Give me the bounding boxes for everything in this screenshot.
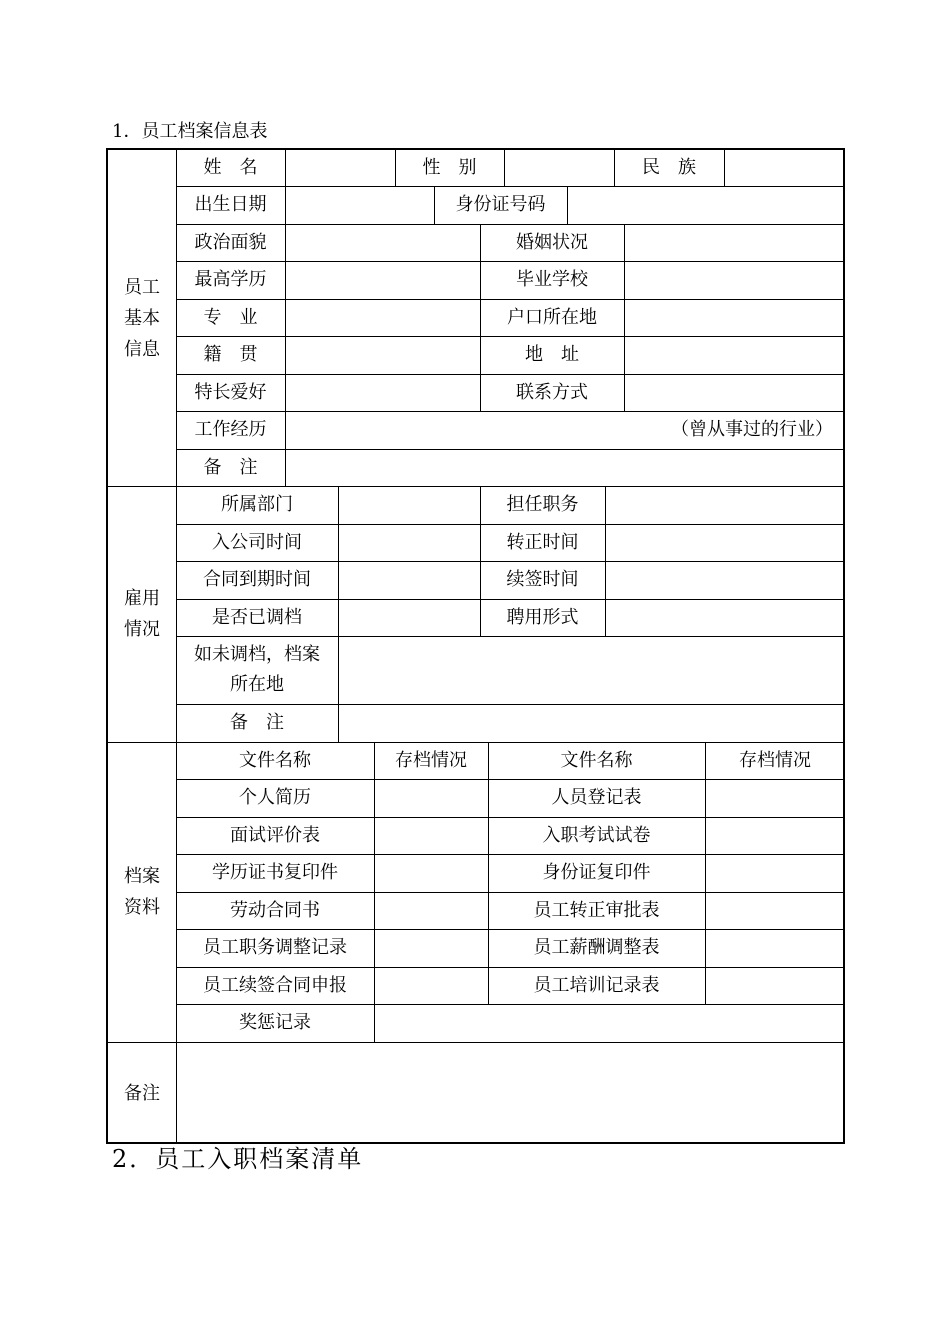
file-transferred-field[interactable] — [339, 600, 480, 636]
education-field[interactable] — [286, 262, 480, 299]
header-status-right: 存档情况 — [739, 749, 811, 771]
section-label-basic-info: 员工 基本 信息 — [124, 276, 160, 360]
label-contract-end: 合同到期时间 — [203, 569, 311, 590]
archive-item: 人员登记表 — [551, 787, 642, 808]
contact-field[interactable] — [625, 375, 845, 411]
label-id-number: 身份证号码 — [455, 194, 546, 215]
label-marital-status: 婚姻状况 — [516, 231, 588, 253]
section-label-employment: 雇用 情况 — [124, 588, 160, 640]
gender-field[interactable] — [505, 150, 614, 186]
archive-item: 员工续签合同申报 — [203, 974, 347, 996]
header-file-name-left: 文件名称 — [239, 749, 311, 771]
label-renew-date: 续签时间 — [506, 569, 579, 590]
work-history-hint: （曾从事过的行业） — [671, 419, 833, 440]
section-label-remark: 备注 — [124, 1082, 160, 1104]
header-status-left: 存档情况 — [395, 749, 467, 771]
contract-end-field[interactable] — [339, 562, 480, 599]
label-school: 毕业学校 — [516, 269, 588, 290]
birth-date-field[interactable] — [286, 187, 434, 224]
remark-field[interactable] — [177, 1043, 845, 1144]
label-work-history: 工作经历 — [194, 419, 267, 440]
label-position: 担任职务 — [506, 494, 579, 515]
archive-item-rewards: 奖惩记录 — [239, 1012, 311, 1033]
position-field[interactable] — [606, 487, 845, 524]
archive-item: 劳动合同书 — [230, 899, 320, 921]
archive-item: 员工培训记录表 — [533, 974, 660, 996]
table-title: 1．员工档案信息表 — [112, 121, 268, 142]
archive-item: 面试评价表 — [230, 824, 320, 846]
political-status-field[interactable] — [286, 225, 480, 261]
label-regular-date: 转正时间 — [506, 531, 579, 553]
archive-item: 学历证书复印件 — [212, 862, 338, 883]
section-title-onboarding-checklist: 2．员工入职档案清单 — [112, 1145, 364, 1173]
label-basic-note: 备 注 — [203, 456, 258, 478]
school-field[interactable] — [625, 262, 845, 299]
archive-item: 员工职务调整记录 — [203, 937, 347, 958]
ethnicity-field[interactable] — [725, 150, 845, 186]
archive-item: 员工薪酬调整表 — [533, 937, 660, 958]
name-field[interactable] — [286, 150, 395, 186]
label-hukou: 户口所在地 — [507, 306, 597, 328]
archive-item: 个人简历 — [239, 787, 311, 808]
label-political-status: 政治面貌 — [194, 231, 267, 253]
employee-archive-form — [106, 148, 845, 1144]
label-major: 专 业 — [203, 306, 258, 328]
label-ethnicity: 民 族 — [642, 157, 696, 178]
employment-note-field[interactable] — [339, 705, 845, 742]
hobby-field[interactable] — [286, 375, 480, 411]
label-address: 地 址 — [525, 344, 579, 365]
basic-note-field[interactable] — [286, 450, 845, 486]
hukou-field[interactable] — [625, 300, 845, 336]
label-name: 姓 名 — [203, 157, 258, 178]
label-department: 所属部门 — [221, 494, 293, 515]
address-field[interactable] — [625, 337, 845, 374]
major-field[interactable] — [286, 300, 480, 336]
label-file-location: 如未调档，档案所在地 — [194, 644, 320, 695]
label-native-place: 籍 贯 — [203, 344, 258, 365]
native-place-field[interactable] — [286, 337, 480, 374]
label-join-date: 入公司时间 — [212, 531, 302, 553]
archive-status-left-column[interactable] — [375, 780, 488, 1004]
archive-item: 入职考试试卷 — [542, 824, 651, 846]
label-birth-date: 出生日期 — [194, 194, 267, 215]
join-date-field[interactable] — [339, 525, 480, 561]
department-field[interactable] — [339, 487, 480, 524]
hire-type-field[interactable] — [606, 600, 845, 636]
marital-status-field[interactable] — [625, 225, 845, 261]
archive-status-right-column[interactable] — [706, 780, 845, 1004]
header-file-name-right: 文件名称 — [560, 749, 633, 771]
file-location-field[interactable] — [339, 637, 845, 704]
renew-date-field[interactable] — [606, 562, 845, 599]
rewards-record-field[interactable] — [375, 1005, 845, 1042]
label-employment-note: 备 注 — [230, 712, 284, 733]
label-gender: 性 别 — [422, 157, 477, 178]
archive-item: 身份证复印件 — [542, 862, 651, 883]
label-file-transferred: 是否已调档 — [212, 606, 302, 628]
label-hobby: 特长爱好 — [194, 381, 267, 403]
label-contact: 联系方式 — [516, 381, 588, 403]
label-education: 最高学历 — [194, 269, 267, 290]
label-hire-type: 聘用形式 — [506, 606, 579, 628]
section-label-archive: 档案 资料 — [124, 866, 160, 918]
regular-date-field[interactable] — [606, 525, 845, 561]
id-number-field[interactable] — [568, 187, 845, 224]
archive-item: 员工转正审批表 — [533, 899, 660, 921]
